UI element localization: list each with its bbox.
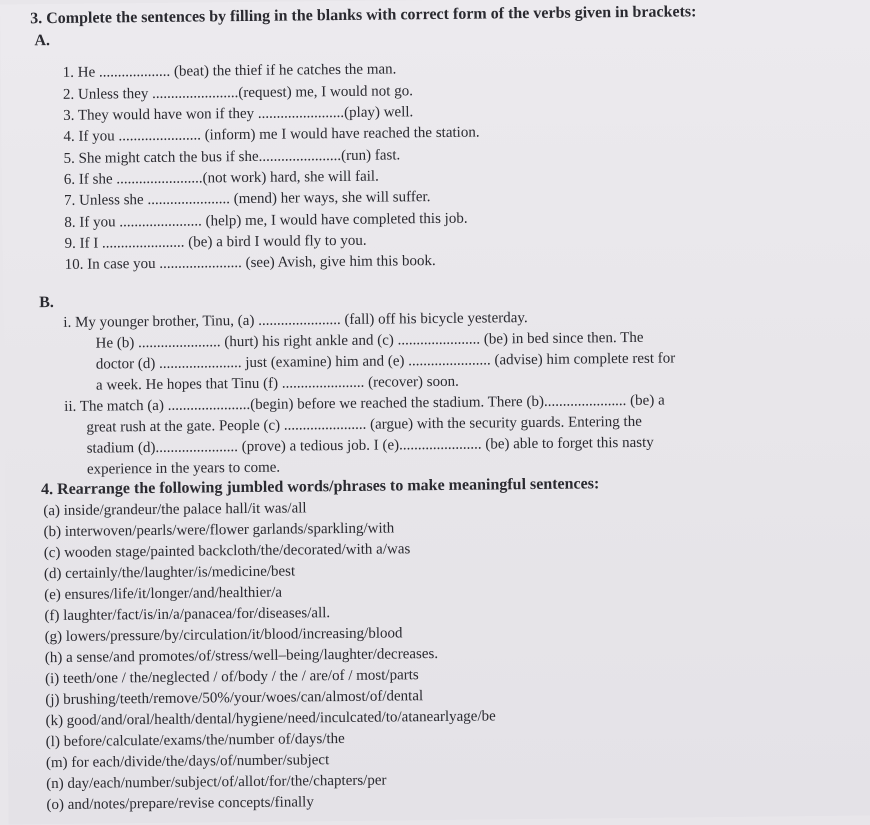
q4-item-h: (h) a sense/and promotes/of/stress/well–being/laughter/decreases. — [44, 646, 439, 667]
b-i-line-1: i. My younger brother, Tinu, (a) ...................... (fall) off his bicycle yesterday. — [63, 310, 528, 331]
q4-item-i: (i) teeth/one / the/neglected / of/body / the / are/of / most/parts — [45, 667, 419, 688]
q4-item-f: (f) laughter/fact/is/in/a/panacea/for/diseases/all. — [44, 605, 331, 625]
a-item-2: 2. Unless they .......................(request) me, I would not go. — [62, 83, 413, 103]
q4-item-g: (g) lowers/pressure/by/circulation/it/blood/increasing/blood — [44, 625, 403, 646]
q4-item-b: (b) interwoven/pearls/were/flower garlands/sparkling/with — [43, 520, 395, 541]
q4-item-j: (j) brushing/teeth/remove/50%/your/woes/can/almost/of/dental — [45, 688, 424, 709]
b-i-line-4: a week. He hopes that Tinu (f) ...................... (recover) soon. — [95, 373, 459, 394]
q4-item-k: (k) good/and/oral/health/dental/hygiene/need/inculcated/to/atanearlyage/be — [45, 708, 496, 730]
q4-item-c: (c) wooden stage/painted backcloth/the/decorated/with a/was — [43, 541, 411, 562]
a-item-1: 1. He ................... (beat) the thief if he catches the man. — [62, 61, 397, 81]
q4-item-m: (m) for each/divide/the/days/of/number/subject — [45, 752, 330, 772]
q4-item-e: (e) ensures/life/it/longer/and/healthier/a — [44, 584, 283, 604]
b-ii-line-3: stadium (d)...................... (prove) a tedious job. I (e)...................... (be) able to forget this nasty — [86, 434, 654, 457]
q4-heading: 4. Rearrange the following jumbled words/phrases to make meaningful sentences: — [41, 475, 600, 499]
b-i-line-3: doctor (d) ...................... just (examine) him and (e) ...................... (advise) him complete rest for — [95, 350, 676, 373]
a-item-5: 5. She might catch the bus if she......................(run) fast. — [63, 147, 401, 167]
q4-item-d: (d) certainly/the/laughter/is/medicine/best — [43, 563, 296, 583]
a-item-3: 3. They would have won if they .......................(play) well. — [63, 104, 414, 124]
a-item-9: 9. If I ...................... (be) a bird I would fly to you. — [64, 232, 367, 252]
b-ii-line-4: experience in the years to come. — [86, 459, 281, 478]
a-item-7: 7. Unless she ...................... (mend) her ways, she will suffer. — [63, 189, 431, 209]
q4-item-l: (l) before/calculate/exams/the/number of/days/the — [45, 730, 345, 751]
a-item-8: 8. If you ...................... (help) me, I would have completed this job. — [64, 210, 468, 231]
q3-heading: 3. Complete the sentences by filling in the blanks with correct form of the verbs given in brackets: — [30, 3, 697, 28]
q4-item-o: (o) and/notes/prepare/revise concepts/finally — [46, 794, 314, 814]
a-item-10: 10. In case you ...................... (see) Avish, give him this book. — [64, 253, 436, 273]
b-ii-line-1: ii. The match (a) ......................(begin) before we reached the stadium. There (b)...................... (be) a — [64, 392, 665, 415]
q4-item-n: (n) day/each/number/subject/of/allot/for/the/chapters/per — [46, 772, 387, 793]
a-item-6: 6. If she .......................(not work) hard, she will fail. — [63, 168, 379, 188]
section-a-label: A. — [34, 32, 51, 50]
b-i-line-2: He (b) ...................... (hurt) his right ankle and (c) ...................... (be) in bed since then. The — [95, 329, 644, 352]
b-ii-line-2: great rush at the gate. People (c) ...................... (argue) with the security guards. Entering the — [86, 413, 642, 436]
section-b-label: B. — [39, 294, 54, 312]
q4-item-a: (a) inside/grandeur/the palace hall/it was/all — [43, 500, 307, 520]
a-item-4: 4. If you ...................... (inform) me I would have reached the station. — [63, 124, 480, 145]
